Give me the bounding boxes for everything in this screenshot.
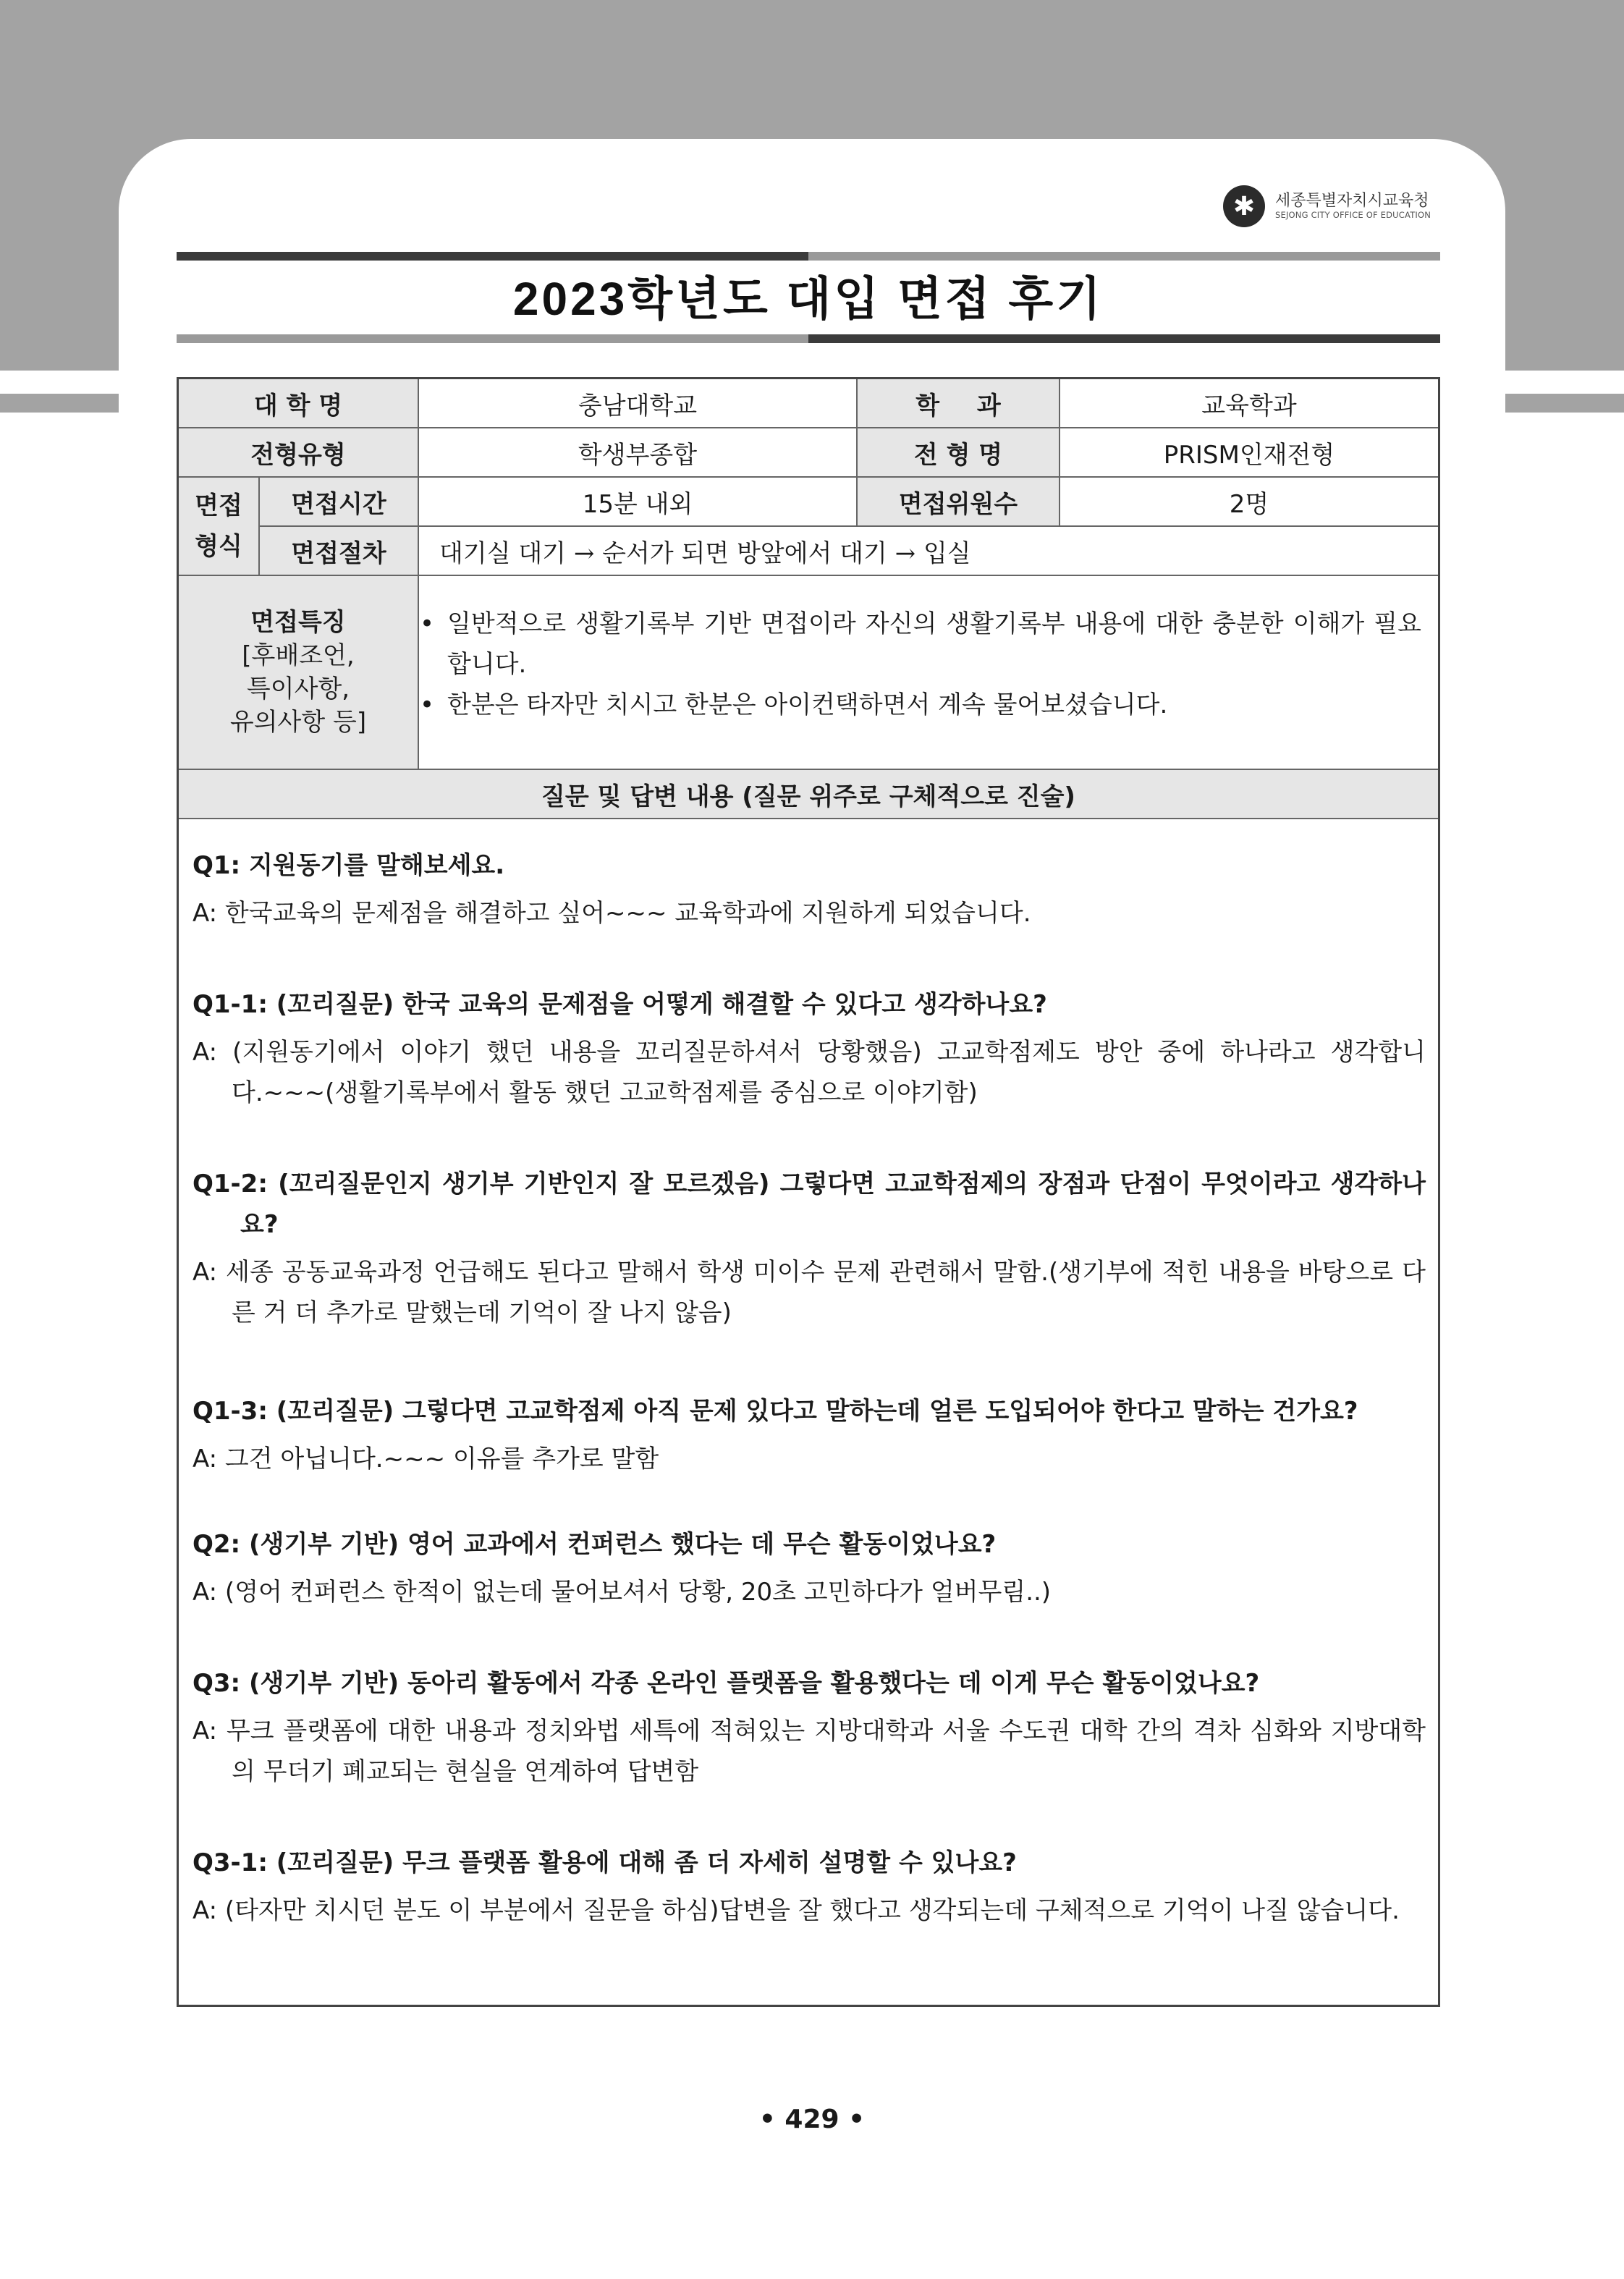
grid-line bbox=[856, 379, 858, 525]
procedure-value: 대기실 대기 → 순서가 되면 방앞에서 대기 → 입실 bbox=[439, 538, 971, 568]
qa-header-note: (질문 위주로 구체적으로 진술) bbox=[733, 782, 1075, 811]
answer: A: 무크 플랫폼에 대한 내용과 정치와법 세특에 적혀있는 지방대학과 서울 수도권 대학 간의 격차 심화와 지방대학의 무더기 폐교되는 현실을 연계하여 답변함 bbox=[193, 1717, 1426, 1786]
grid-line bbox=[418, 379, 419, 769]
answer: A: (타자만 치시던 분도 이 부분에서 질문을 하심)답변을 잘 했다고 생각되는데 구체적으로 기억이 나질 않습니다. bbox=[193, 1896, 1400, 1925]
question: Q3: (생기부 기반) 동아리 활동에서 각종 온라인 플랫폼을 활용했다는 데 이게 무슨 활동이었나요? bbox=[193, 1669, 1260, 1698]
univ-value: 충남대학교 bbox=[578, 391, 698, 420]
grid-line bbox=[179, 575, 1438, 576]
features-list bbox=[418, 604, 1421, 725]
title-rule-top bbox=[177, 252, 1440, 261]
question: Q2: (생기부 기반) 영어 교과에서 컨퍼런스 했다는 데 무슨 활동이었나요? bbox=[193, 1530, 997, 1559]
answer: A: (영어 컨퍼런스 한적이 없는데 물어보셔서 당황, 20초 고민하다가 얼버무림..) bbox=[193, 1578, 1052, 1607]
time-label: 면접시간 bbox=[260, 478, 418, 525]
dept-label: 학 과 bbox=[858, 379, 1059, 427]
left-side-bar bbox=[0, 394, 119, 413]
right-side-bar bbox=[1505, 394, 1624, 413]
page-number: • 429 • bbox=[758, 2105, 866, 2134]
answer: A: 그건 아닙니다.~~~ 이유를 추가로 말함 bbox=[193, 1445, 659, 1473]
qa-item-q1-2 bbox=[193, 1164, 1426, 1333]
features-label-title: 면접특징 bbox=[250, 608, 346, 637]
page-title: 2023학년도 대입 면접 후기 bbox=[512, 273, 1104, 325]
qa-item-q3-1 bbox=[193, 1843, 1426, 1931]
feature-item: • 한분은 타자만 치시고 한분은 아이컨택하면서 계속 물어보셨습니다. bbox=[418, 685, 1421, 725]
answer: A: 한국교육의 문제점을 해결하고 싶어~~~ 교육학과에 지원하게 되었습니다. bbox=[193, 899, 1031, 928]
qa-item-q2 bbox=[193, 1524, 1426, 1612]
format-label-line2: 형식 bbox=[195, 532, 242, 561]
features-label-line2: 특이사항, bbox=[246, 675, 350, 703]
grid-line bbox=[179, 476, 1438, 478]
org-name: 세종특별자치시교육청 bbox=[1275, 192, 1429, 210]
grid-line bbox=[179, 427, 1438, 428]
panel-value: 2명 bbox=[1229, 489, 1269, 519]
admission-name-value: PRISM인재전형 bbox=[1163, 440, 1335, 470]
univ-label: 대 학 명 bbox=[179, 379, 418, 427]
qa-item-q3 bbox=[193, 1663, 1426, 1792]
qa-item-q1-3 bbox=[193, 1391, 1426, 1479]
qa-item-q1-1 bbox=[193, 984, 1426, 1113]
format-label-line1: 면접 bbox=[195, 491, 242, 520]
question: Q1-2: (꼬리질문인지 생기부 기반인지 잘 모르겠음) 그렇다면 고교학점제의 장점과 단점이 무엇이라고 생각하나요? bbox=[193, 1170, 1426, 1239]
answer: A: (지원동기에서 이야기 했던 내용을 꼬리질문하셔서 당황했음) 고교학점제도 방안 중에 하나라고 생각합니다.~~~(생활기록부에서 활동 했던 고교학점제를 중심으로 이야기함) bbox=[193, 1038, 1426, 1107]
question: Q1: 지원동기를 말해보세요. bbox=[193, 851, 505, 880]
dept-value: 교육학과 bbox=[1201, 391, 1297, 420]
feature-item: • 일반적으로 생활기록부 기반 면접이라 자신의 생활기록부 내용에 대한 충분한 이해가 필요합니다. bbox=[418, 604, 1421, 685]
qa-item-q1 bbox=[193, 845, 1426, 934]
question: Q3-1: (꼬리질문) 무크 플랫폼 활용에 대해 좀 더 자세히 설명할 수 있나요? bbox=[193, 1848, 1017, 1877]
format-label bbox=[179, 478, 258, 575]
question: Q1-3: (꼬리질문) 그렇다면 고교학점제 아직 문제 있다고 말하는데 얼른 도입되어야 한다고 말하는 건가요? bbox=[193, 1397, 1358, 1426]
grid-line bbox=[258, 478, 260, 575]
grid-line bbox=[258, 525, 1438, 527]
grid-line bbox=[179, 769, 1438, 770]
org-logo bbox=[1223, 184, 1462, 229]
answer: A: 세종 공동교육과정 언급해도 된다고 말해서 학생 미이수 문제 관련해서 말함.(생기부에 적힌 내용을 바탕으로 다른 거 더 추가로 말했는데 기억이 잘 나지 않음) bbox=[193, 1258, 1426, 1327]
question: Q1-1: (꼬리질문) 한국 교육의 문제점을 어떻게 해결할 수 있다고 생각하나요? bbox=[193, 990, 1047, 1019]
qa-header bbox=[179, 770, 1438, 818]
time-value: 15분 내외 bbox=[582, 489, 693, 519]
features-label-line3: 유의사항 등] bbox=[229, 708, 367, 737]
title-rule-bottom bbox=[177, 334, 1440, 343]
grid-line bbox=[179, 818, 1438, 819]
admission-name-label: 전 형 명 bbox=[858, 428, 1059, 476]
type-value: 학생부종합 bbox=[578, 440, 698, 470]
grid-line bbox=[1059, 379, 1060, 525]
emblem-icon: ✱ bbox=[1223, 185, 1265, 227]
features-label bbox=[179, 576, 418, 769]
org-name-en: SEJONG CITY OFFICE OF EDUCATION bbox=[1275, 210, 1431, 220]
qa-header-bold: 질문 및 답변 내용 bbox=[541, 782, 734, 811]
procedure-label: 면접절차 bbox=[260, 527, 418, 575]
features-label-line1: [후배조언, bbox=[242, 641, 355, 670]
panel-label: 면접위원수 bbox=[858, 478, 1059, 525]
type-label: 전형유형 bbox=[179, 428, 418, 476]
